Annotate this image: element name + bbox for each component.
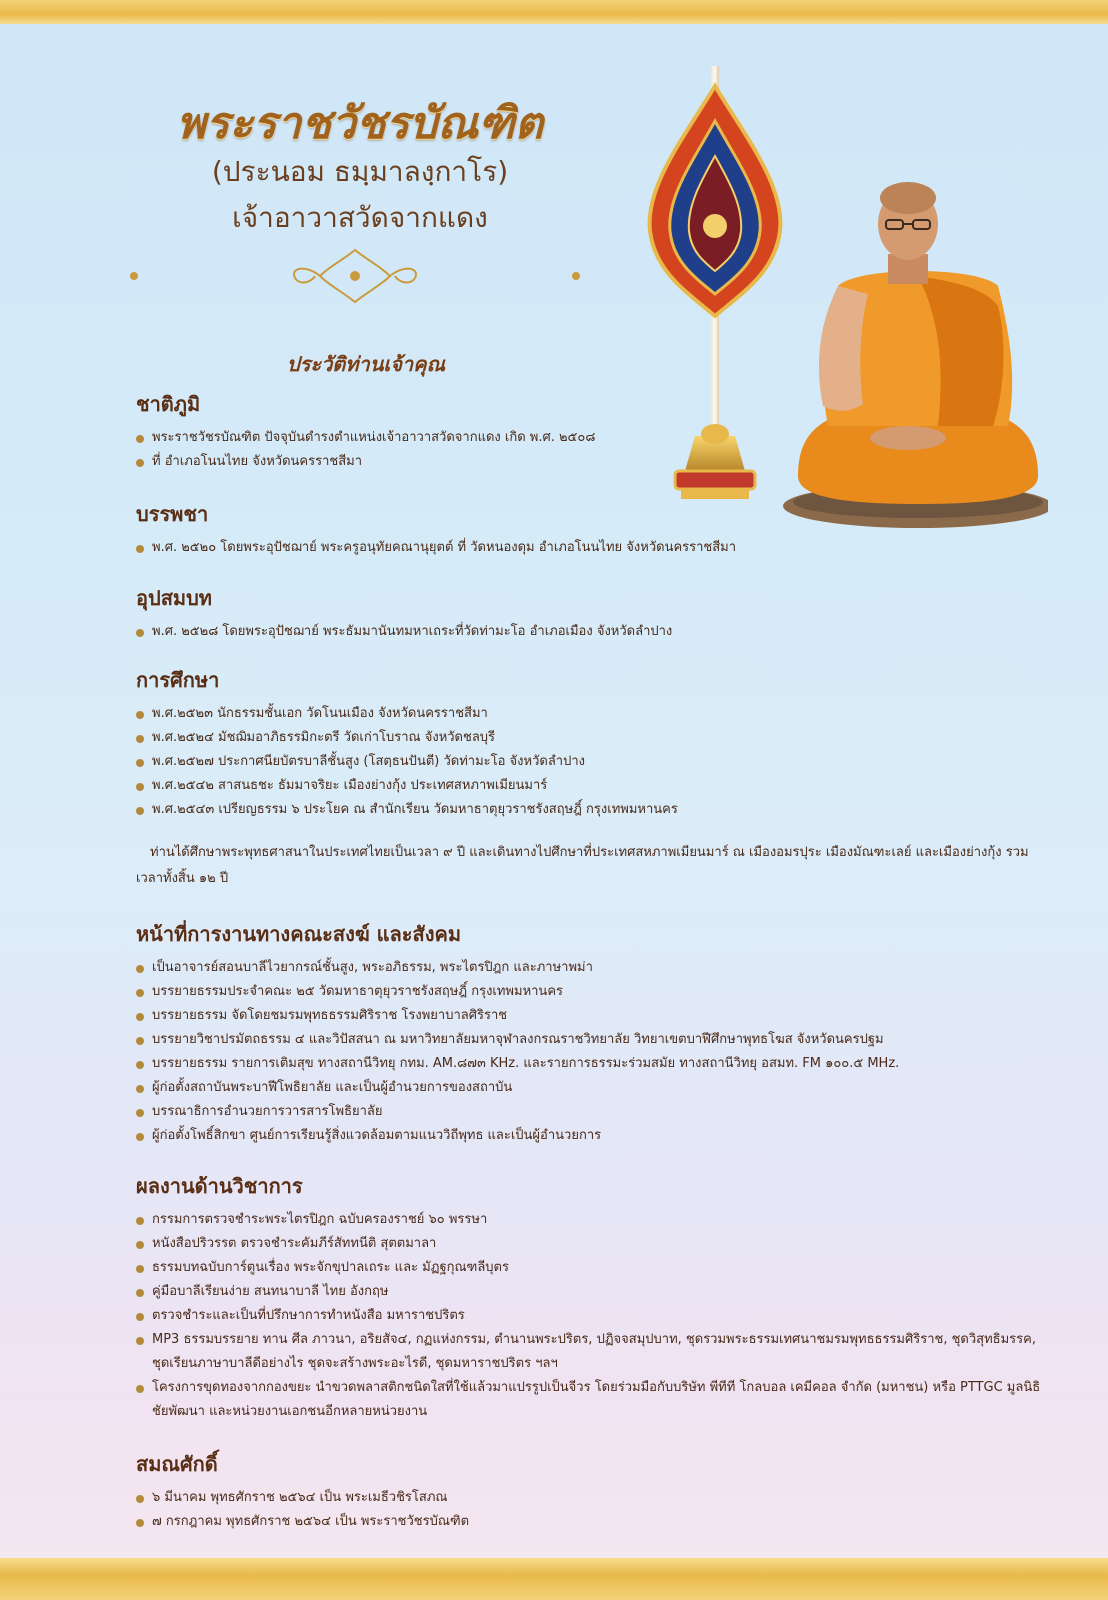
list-item: พ.ศ.๒๕๒๔ มัชฌิมอาภิธรรมิกะตรี วัดเก่าโบราณ จังหวัดชลบุรี <box>136 726 1056 750</box>
section-upasampada <box>136 582 1056 644</box>
list-item: พ.ศ. ๒๕๒๐ โดยพระอุปัชฌาย์ พระครูอนุทัยคณานุยุตต์ ที่ วัดหนองดุม อำเภอโนนไทย จังหวัดนครราชสีมา <box>136 536 1056 560</box>
heading-academic: ผลงานด้านวิชาการ <box>136 1174 303 1198</box>
list-item: ตรวจชำระและเป็นที่ปรึกษาการทำหนังสือ มหาราชปริตร <box>136 1304 1056 1328</box>
list-item: ผู้ก่อตั้งสถาบันพระบาฬีโพธิยาลัย และเป็นผู้อำนวยการของสถาบัน <box>136 1076 1056 1100</box>
list-item: กรรมการตรวจชำระพระไตรปิฎก ฉบับครองราชย์ ๖๐ พรรษา <box>136 1208 1056 1232</box>
education-paragraph: ท่านได้ศึกษาพระพุทธศาสนาในประเทศไทยเป็นเวลา ๙ ปี และเดินทางไปศึกษาที่ประเทศสหภาพเมียนมาร์ ณ เมืองอมรปุระ เมืองมัณฑะเลย์ และเมืองย่างกุ้ง รวมเวลาทั้งสิ้น ๑๒ ปี <box>136 845 1029 886</box>
monk-portrait <box>768 176 1048 528</box>
list-item: ผู้ก่อตั้งโพธิ์สิกขา ศูนย์การเรียนรู้สิ่งแวดล้อมตามแนววิถีพุทธ และเป็นผู้อำนวยการ <box>136 1124 1056 1148</box>
page-title: พระราชวัชรบัณฑิต <box>176 98 544 149</box>
heading-education: การศึกษา <box>136 668 220 692</box>
heading-ordination: บรรพชา <box>136 502 209 526</box>
section-birthplace <box>136 388 1056 474</box>
list-item: MP3 ธรรมบรรยาย ทาน ศีล ภาวนา, อริยสัจ๔, กฏแห่งกรรม, ตำนานพระปริตร, ปฏิจจสมุปบาท, ชุดรวมพระธรรมเทศนาชมรมพุทธธรรมศิริราช, ชุดวิสุทธิมรรค, ชุดเรียนภาษาบาลีดีอย่างไร ชุดจะสร้างพระอะไรดี, ชุดมหาราชปริตร ฯลฯ <box>136 1328 1056 1376</box>
heading-upasampada: อุปสมบท <box>136 586 212 610</box>
top-gold-border <box>0 0 1108 24</box>
list-item: ที่ อำเภอโนนไทย จังหวัดนครราชสีมา <box>136 450 1056 474</box>
list-item: พ.ศ.๒๕๔๓ เปรียญธรรม ๖ ประโยค ณ สำนักเรียน วัดมหาธาตุยุวราชรังสฤษฎิ์ กรุงเทพมหานคร <box>136 798 1056 822</box>
heading-duties: หน้าที่การงานทางคณะสงฆ์ และสังคม <box>136 922 462 946</box>
list-item: บรรยายธรรม รายการเติมสุข ทางสถานีวิทยุ กทม. AM.๘๗๓ KHz. และรายการธรรมะร่วมสมัย ทางสถานีวิทยุ อสมท. FM ๑๐๐.๕ MHz. <box>136 1052 1056 1076</box>
section-duties <box>136 918 1056 1148</box>
list-item: พ.ศ. ๒๕๒๘ โดยพระอุปัชฌาย์ พระธัมมานันทมหาเถระที่วัดท่ามะโอ อำเภอเมือง จังหวัดลำปาง <box>136 620 1056 644</box>
list-item: พ.ศ.๒๕๒๓ นักธรรมชั้นเอก วัดโนนเมือง จังหวัดนครราชสีมา <box>136 702 1056 726</box>
list-item: ธรรมบทฉบับการ์ตูนเรื่อง พระจักขุปาลเถระ และ มัฏฐกุณฑลีบุตร <box>136 1256 1056 1280</box>
list-item: ๖ มีนาคม พุทธศักราช ๒๕๖๔ เป็น พระเมธีวชิรโสภณ <box>136 1486 1056 1510</box>
gold-ornament-divider <box>130 244 580 304</box>
list-item: คู่มือบาลีเรียนง่าย สนทนาบาลี ไทย อังกฤษ <box>136 1280 1056 1304</box>
list-item: บรรยายธรรมประจำคณะ ๒๕ วัดมหาธาตุยุวราชรังสฤษฎิ์ กรุงเทพมหานคร <box>136 980 1056 1004</box>
list-item: พระราชวัชรบัณฑิต ปัจจุบันดำรงตำแหน่งเจ้าอาวาสวัดจากแดง เกิด พ.ศ. ๒๕๐๘ <box>136 426 1056 450</box>
section-rank <box>136 1448 1056 1534</box>
section-ordination <box>136 498 1056 560</box>
heading-rank: สมณศักดิ์ <box>136 1452 218 1476</box>
section-academic <box>136 1170 1056 1424</box>
section-education <box>136 664 1056 822</box>
title-position: เจ้าอาวาสวัดจากแดง <box>232 201 488 234</box>
list-item: บรรยายวิชาปรมัตถธรรม ๔ และวิปัสสนา ณ มหาวิทยาลัยมหาจุฬาลงกรณราชวิทยาลัย วิทยาเขตบาฬีศึกษาพุทธโฆส จังหวัดนครปฐม <box>136 1028 1056 1052</box>
list-item: โครงการขุดทองจากกองขยะ นำขวดพลาสติกชนิดใสที่ใช้แล้วมาแปรรูปเป็นจีวร โดยร่วมมือกับบริษัท พีทีที โกลบอล เคมีคอล จำกัด (มหาชน) หรือ PTTGC มูลนิธิชัยพัฒนา และหน่วยงานเอกชนอีกหลายหน่วยงาน <box>136 1376 1056 1424</box>
list-item: พ.ศ.๒๕๒๗ ประกาศนียบัตรบาลีชั้นสูง (โสตฺธนปันตี) วัดท่ามะโอ จังหวัดลำปาง <box>136 750 1056 774</box>
list-item: เป็นอาจารย์สอนบาลีไวยากรณ์ชั้นสูง, พระอภิธรรม, พระไตรปิฎก และภาษาพม่า <box>136 956 1056 980</box>
list-item: บรรณาธิการอำนวยการวารสารโพธิยาลัย <box>136 1100 1056 1124</box>
heading-birthplace: ชาติภูมิ <box>136 392 201 416</box>
list-item: พ.ศ.๒๕๔๒ สาสนธชะ ธัมมาจริยะ เมืองย่างกุ้ง ประเทศสหภาพเมียนมาร์ <box>136 774 1056 798</box>
list-item: ๗ กรกฎาคม พุทธศักราช ๒๕๖๔ เป็น พระราชวัชรบัณฑิต <box>136 1510 1056 1534</box>
list-item: บรรยายธรรม จัดโดยชมรมพุทธธรรมศิริราช โรงพยาบาลศิริราช <box>136 1004 1056 1028</box>
list-item: หนังสือปริวรรต ตรวจชำระคัมภีร์สัททนีติ สุตตมาลา <box>136 1232 1056 1256</box>
biography-heading: ประวัติท่านเจ้าคุณ <box>286 352 446 376</box>
title-pali-name: (ประนอม ธมฺมาลงฺกาโร) <box>211 155 509 188</box>
bottom-gold-border <box>0 1558 1108 1600</box>
